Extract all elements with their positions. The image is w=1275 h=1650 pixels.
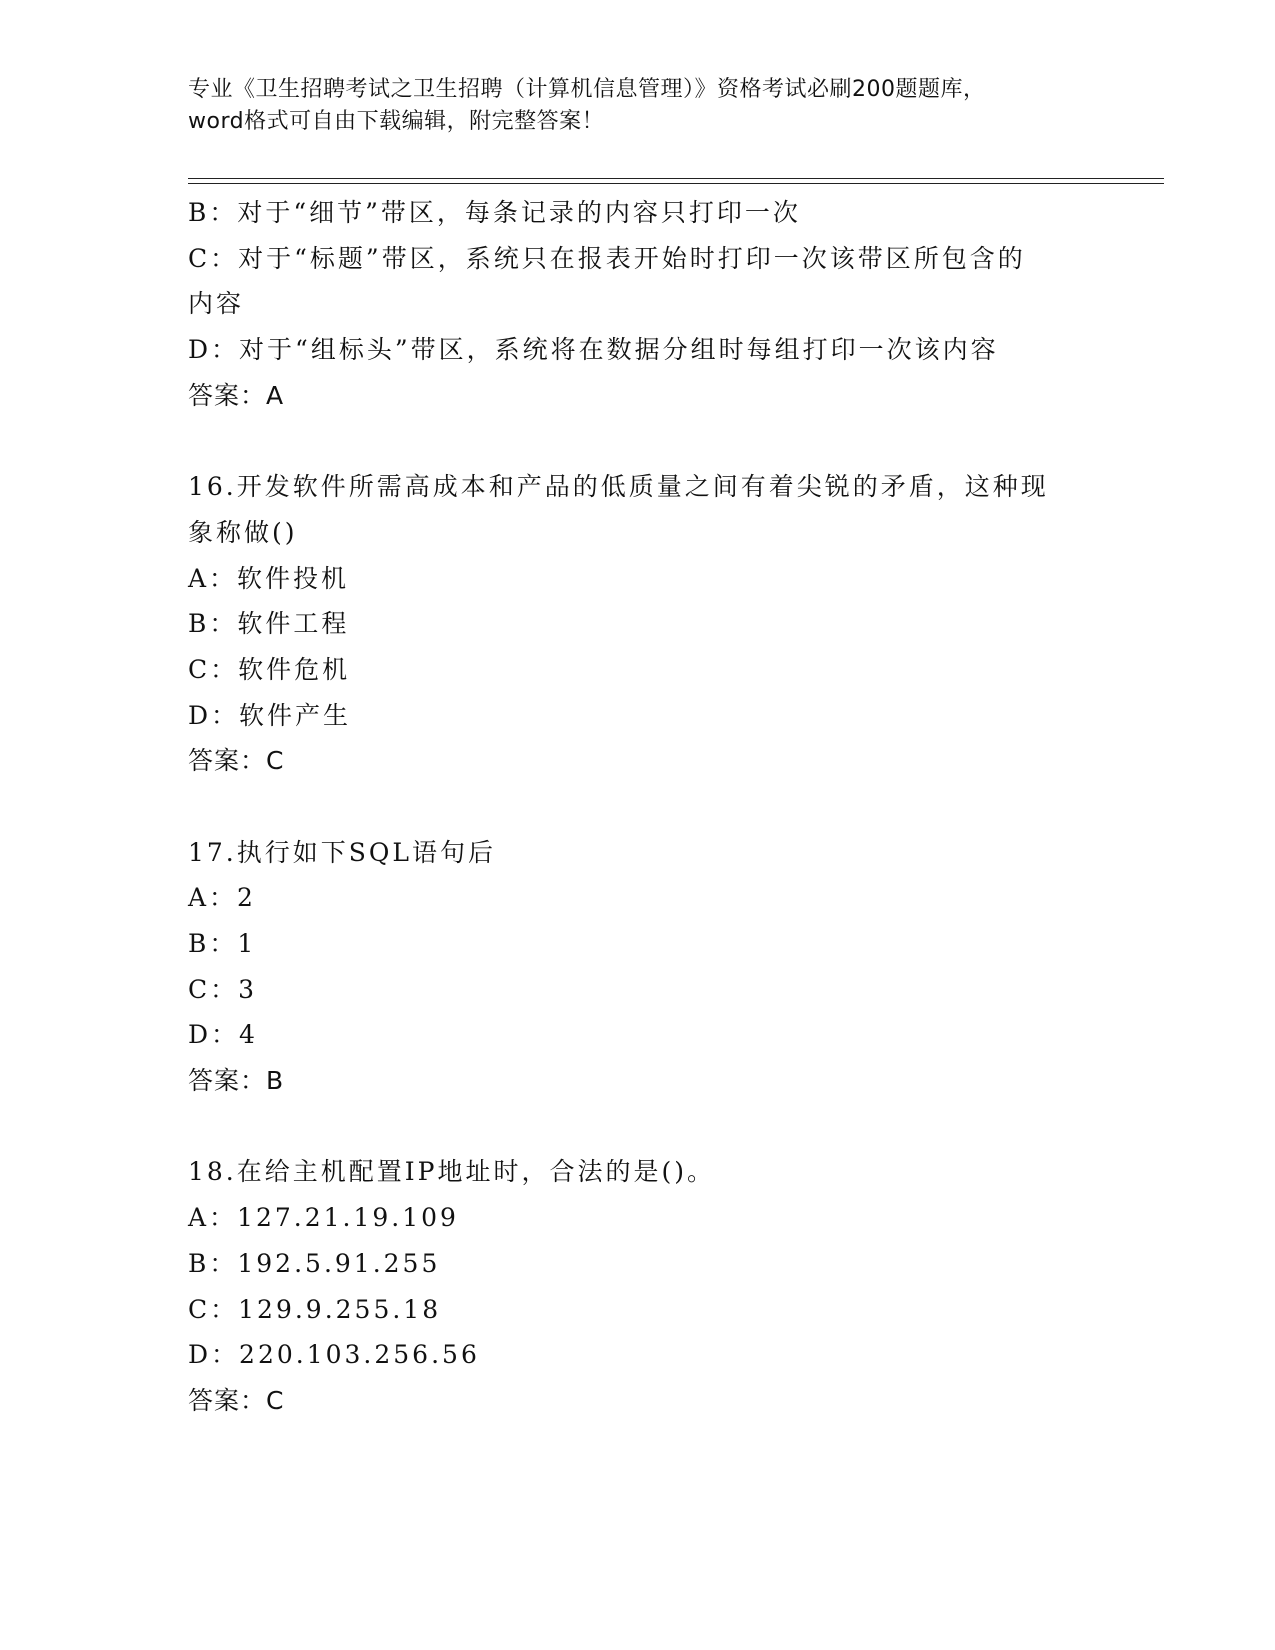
q17-stem: 17.执行如下SQL语句后 (188, 837, 496, 867)
q16-answer: 答案：C (188, 746, 285, 776)
q16-stem-line-2: 象称做() (188, 517, 298, 547)
q16-option-c: C：软件危机 (188, 654, 351, 684)
q16-option-d: D：软件产生 (188, 700, 352, 730)
q16-option-b: B：软件工程 (188, 609, 350, 639)
q18-option-b: B：192.5.91.255 (188, 1248, 441, 1278)
header-rule-top (188, 178, 1164, 179)
q18-stem: 18.在给主机配置IP地址时，合法的是()。 (188, 1157, 715, 1187)
question-15-tail (188, 190, 1088, 418)
header-rule-bottom (188, 183, 1164, 184)
q16-stem-line-1: 16.开发软件所需高成本和产品的低质量之间有着尖锐的矛盾，这种现 (188, 472, 1049, 502)
q15-option-c-line-2: 内容 (188, 289, 245, 319)
question-17 (188, 830, 1088, 1104)
header-line-2: word格式可自由下载编辑，附完整答案！ (188, 109, 605, 134)
question-content (188, 190, 1088, 1424)
q18-answer: 答案：C (188, 1385, 285, 1415)
document-header (188, 74, 1088, 138)
q15-option-d: D：对于“组标头”带区，系统将在数据分组时每组打印一次该内容 (188, 335, 999, 365)
q17-option-a: A：2 (188, 883, 256, 913)
q15-answer: 答案：A (188, 380, 285, 410)
q17-answer: 答案：B (188, 1066, 285, 1096)
q17-option-d: D：4 (188, 1020, 258, 1050)
q18-option-a: A：127.21.19.109 (188, 1203, 459, 1233)
question-18 (188, 1149, 1088, 1423)
q16-option-a: A：软件投机 (188, 563, 350, 593)
q18-option-d: D：220.103.256.56 (188, 1340, 480, 1370)
q17-option-b: B：1 (188, 929, 257, 958)
question-16 (188, 464, 1088, 784)
q15-option-c-line-1: C：对于“标题”带区，系统只在报表开始时打印一次该带区所包含的 (188, 243, 1026, 273)
q15-option-b: B：对于“细节”带区，每条记录的内容只打印一次 (188, 198, 801, 227)
q18-option-c: C：129.9.255.18 (188, 1294, 442, 1324)
q17-option-c: C：3 (188, 974, 258, 1004)
header-line-1: 专业《卫生招聘考试之卫生招聘（计算机信息管理）》资格考试必刷200题题库， (188, 77, 986, 102)
